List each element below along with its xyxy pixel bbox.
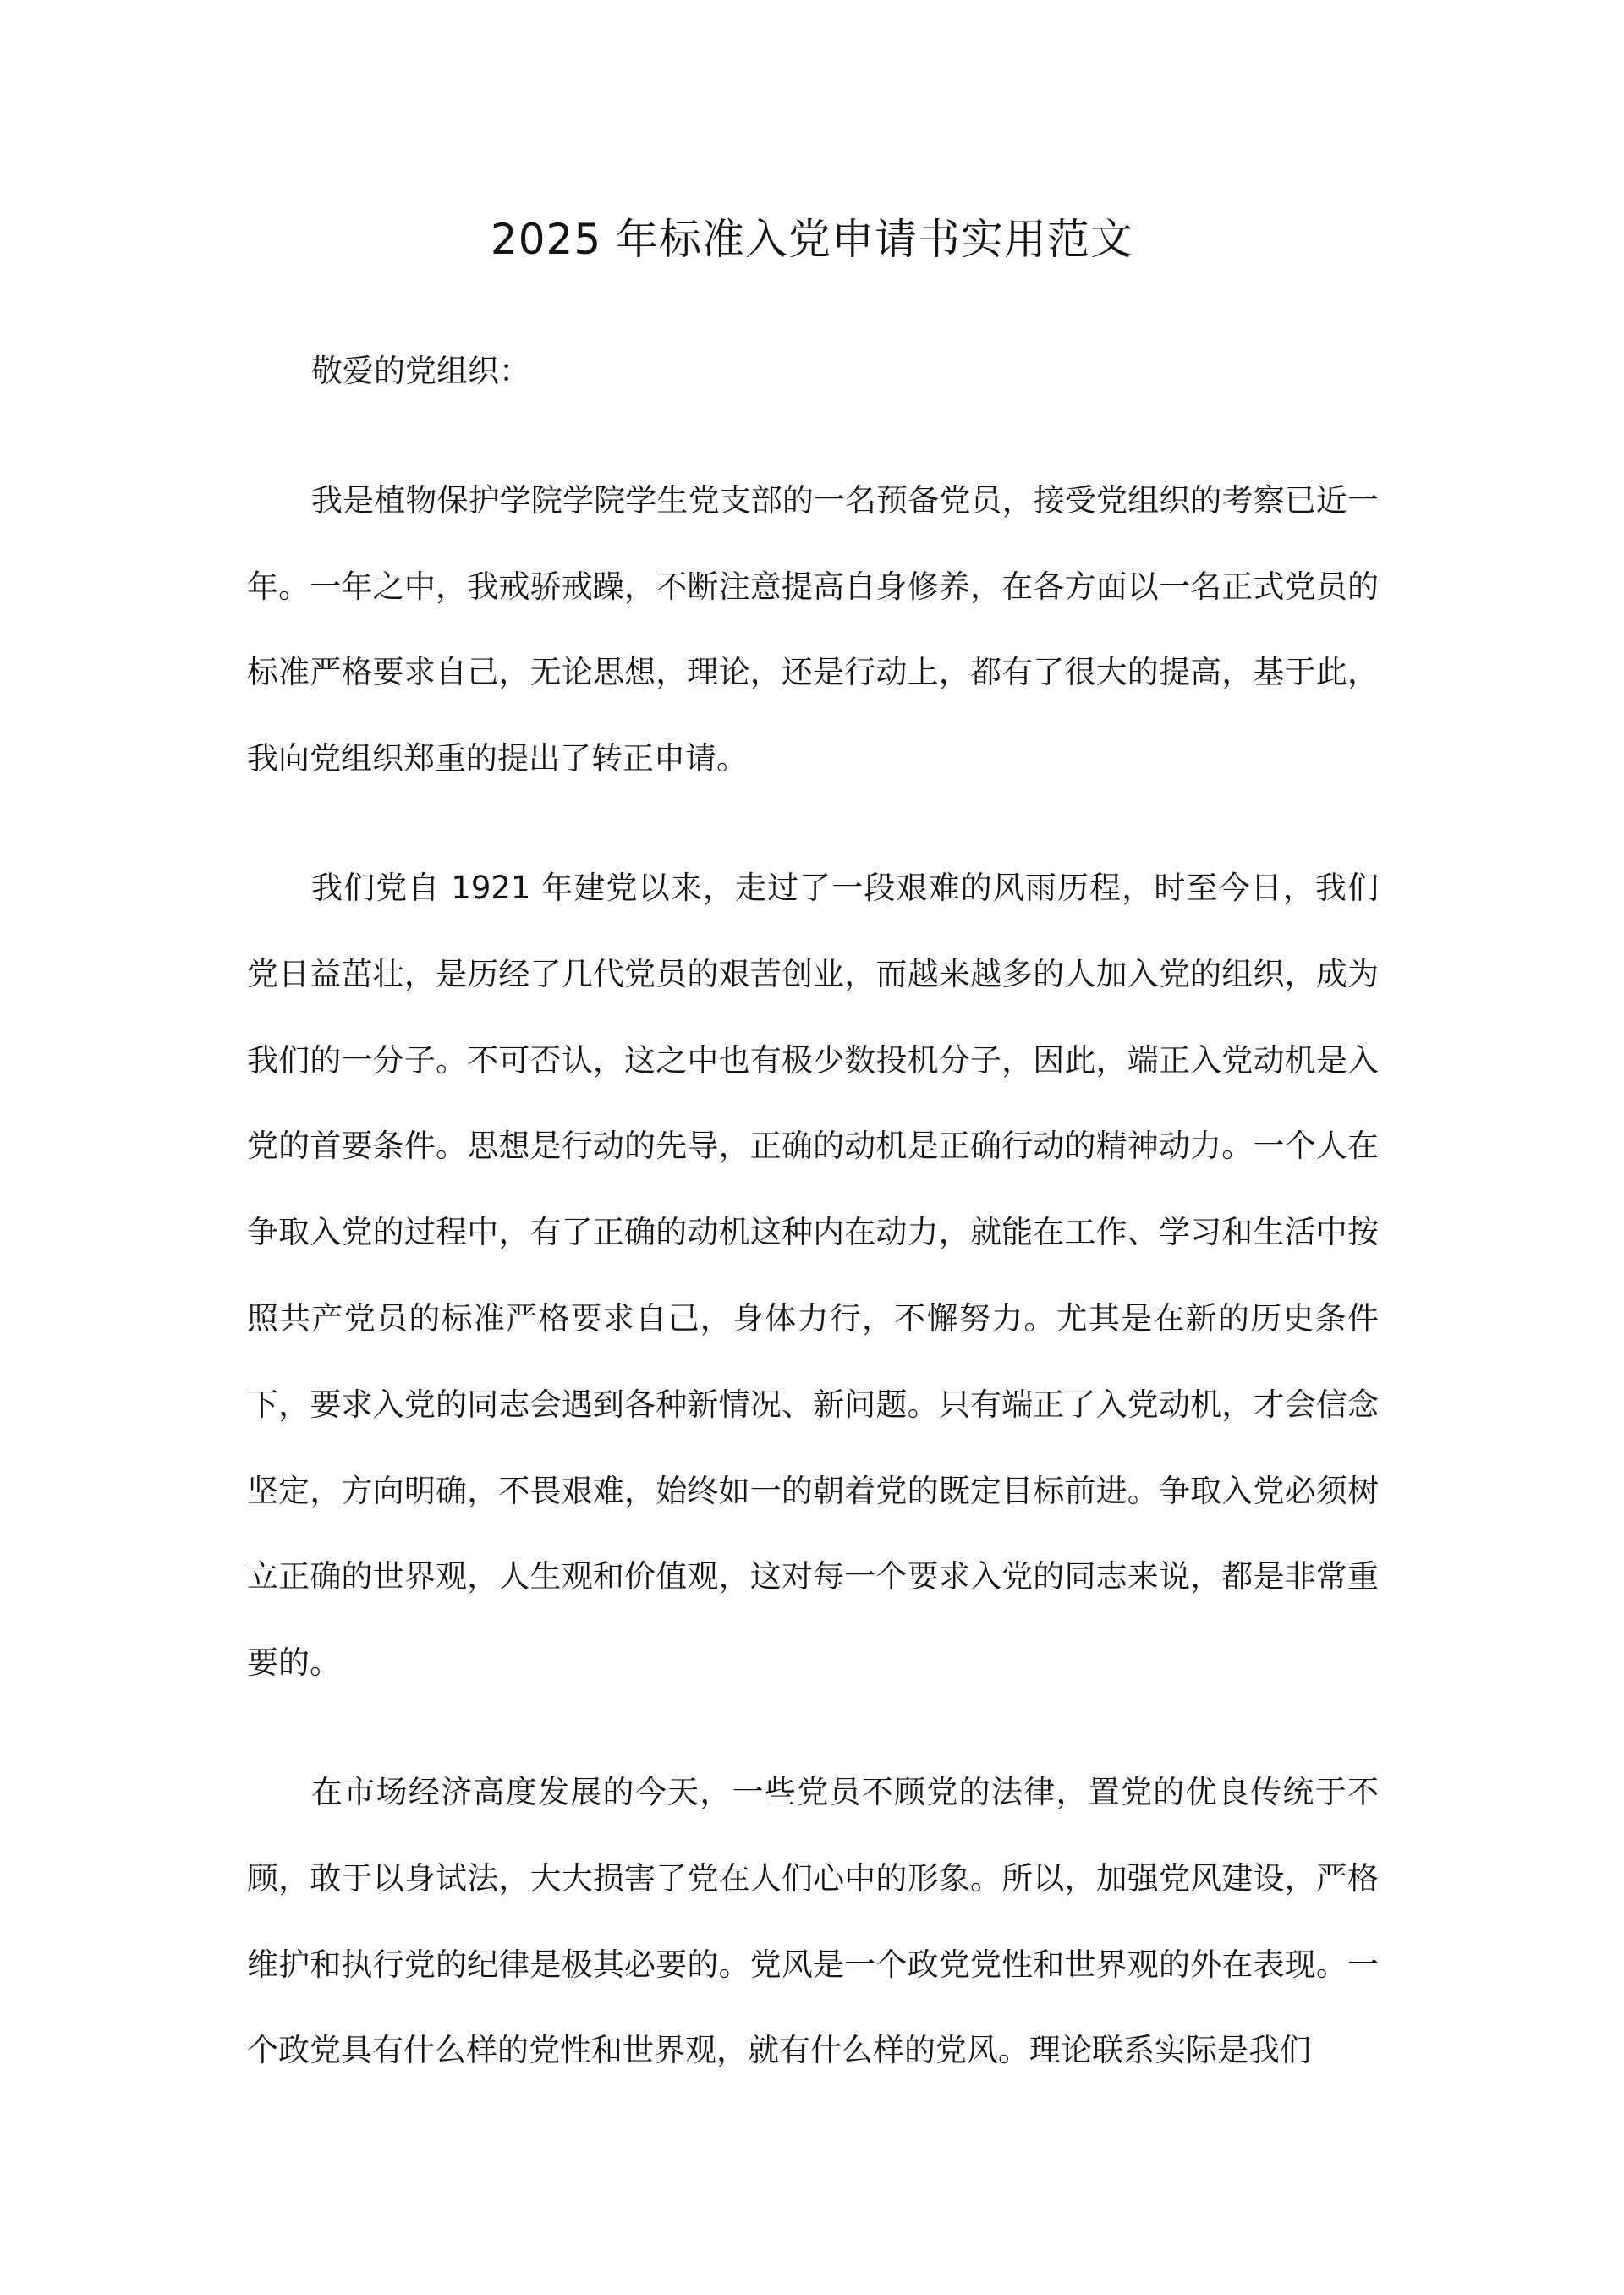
salutation: 敬爱的党组织：: [311, 353, 530, 389]
document-body: [247, 328, 1379, 2137]
paragraph-2: 我们党自 1921 年建党以来，走过了一段艰难的风雨历程，时至今日，我们党日益茁壮，是历经了几代党员的艰苦创业，而越来越多的人加入党的组织，成为我们的一分子。不可否认，这之中也有极少数投机分子，因此，端正入党动机是入党的首要条件。思想是行动的先导，正确的动机是正确行动的精神动力。一个人在争取入党的过程中，有了正确的动机这种内在动力，就能在工作、学习和生活中按照共产党员的标准严格要求自己，身体力行，不懈努力。尤其是在新的历史条件下，要求入党的同志会遇到各种新情况、新问题。只有端正了入党动机，才会信念坚定，方向明确，不畏艰难，始终如一的朝着党的既定目标前进。争取入党必须树立正确的世界观，人生观和价值观，这对每一个要求入党的同志来说，都是非常重要的。: [247, 869, 1379, 1682]
paragraph-1: 我是植物保护学院学院学生党支部的一名预备党员，接受党组织的考察已近一年。一年之中，我戒骄戒躁，不断注意提高自身修养，在各方面以一名正式党员的标准严格要求自己，无论思想，理论，还是行动上，都有了很大的提高，基于此，我向党组织郑重的提出了转正申请。: [247, 481, 1379, 777]
document-title: 2025 年标准入党申请书实用范文: [490, 215, 1134, 264]
paragraph-3: 在市场经济高度发展的今天，一些党员不顾党的法律，置党的优良传统于不顾，敢于以身试法，大大损害了党在人们心中的形象。所以，加强党风建设，严格维护和执行党的纪律是极其必要的。党风是一个政党党性和世界观的外在表现。一个政党具有什么样的党性和世界观，就有什么样的党风。理论联系实际是我们: [247, 1773, 1379, 2069]
